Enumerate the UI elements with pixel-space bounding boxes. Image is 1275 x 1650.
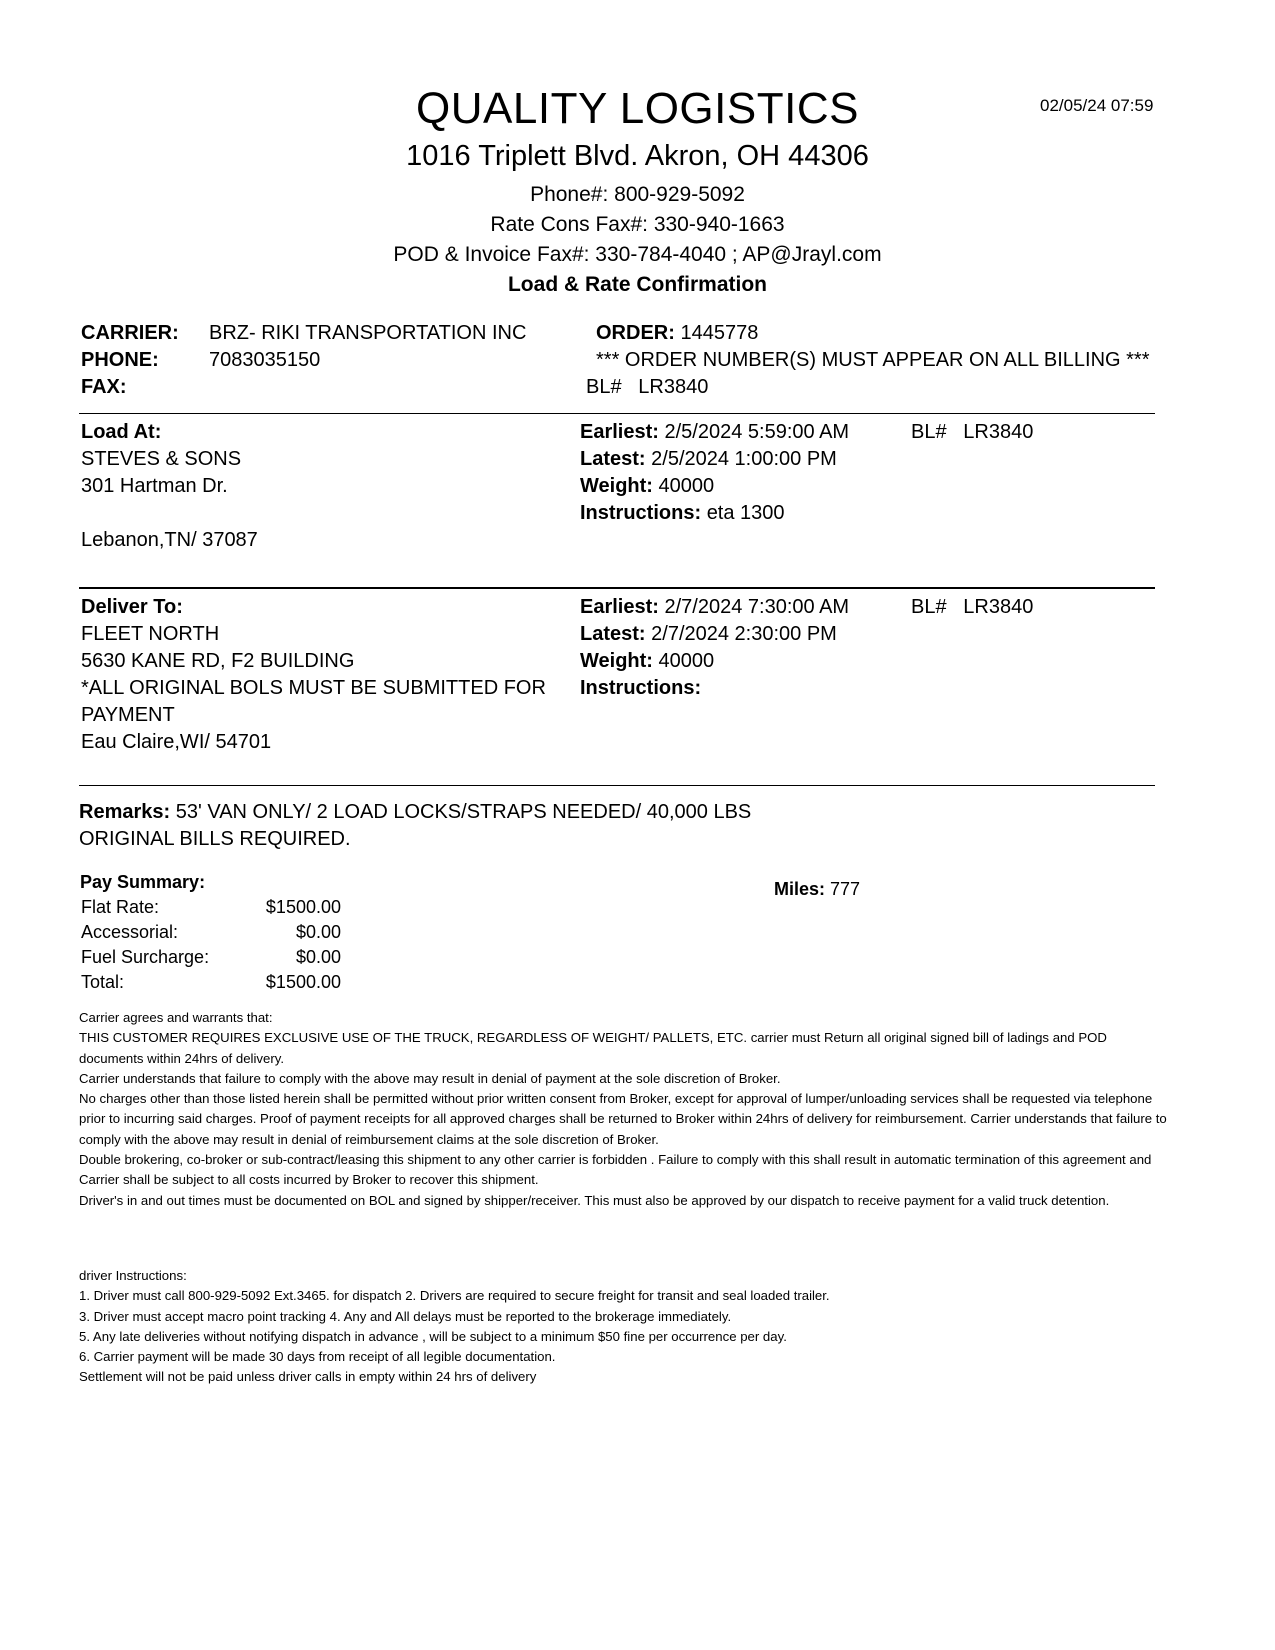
company-name: QUALITY LOGISTICS bbox=[416, 84, 859, 133]
terms-paragraph: Driver's in and out times must be documented on BOL and signed by shipper/receiver. This must also be approved by our dispatch to receive payment for a valid truck detention. bbox=[79, 1192, 1110, 1208]
terms-paragraph: Carrier agrees and warrants that: bbox=[79, 1010, 273, 1025]
pickup-earliest bbox=[580, 419, 849, 446]
fax-label: FAX: bbox=[81, 376, 127, 398]
miles-label: Miles: bbox=[774, 879, 826, 899]
delivery-weight bbox=[580, 648, 714, 675]
miles-value: 777 bbox=[830, 879, 861, 899]
remarks-label: Remarks: bbox=[79, 801, 171, 823]
delivery-latest bbox=[580, 621, 837, 648]
document-title: Load & Rate Confirmation bbox=[507, 273, 767, 296]
divider bbox=[79, 587, 1155, 589]
instructions-value: eta 1300 bbox=[706, 502, 785, 524]
order-note: *** ORDER NUMBER(S) MUST APPEAR ON ALL BILLING *** bbox=[596, 349, 1150, 371]
instructions-label: Instructions: bbox=[580, 677, 702, 699]
remarks-line-2: ORIGINAL BILLS REQUIRED. bbox=[79, 828, 351, 850]
delivery-heading: Deliver To: bbox=[81, 596, 183, 618]
driver-instruction-line: Settlement will not be paid unless driver calls in empty within 24 hrs of delivery bbox=[79, 1369, 537, 1385]
phone-label: PHONE: bbox=[81, 349, 159, 371]
order-label: ORDER: bbox=[596, 322, 675, 344]
pay-label: Total: bbox=[81, 972, 125, 992]
instructions-label: Instructions: bbox=[580, 502, 702, 524]
pickup-address-line: STEVES & SONS bbox=[81, 448, 242, 470]
delivery-address-line: 5630 KANE RD, F2 BUILDING bbox=[81, 650, 355, 672]
latest-label: Latest: bbox=[580, 623, 646, 645]
miles bbox=[774, 879, 860, 900]
pickup-address-line: Lebanon,TN/ 37087 bbox=[81, 529, 258, 551]
delivery-address-line: PAYMENT bbox=[81, 704, 175, 726]
company-phone: Phone#: 800-929-5092 bbox=[530, 183, 745, 206]
earliest-value: 2/5/2024 5:59:00 AM bbox=[664, 421, 850, 443]
driver-instructions bbox=[79, 1266, 1174, 1388]
carrier-label: CARRIER: bbox=[81, 322, 179, 344]
pay-value: $0.00 bbox=[295, 947, 341, 967]
divider bbox=[79, 785, 1155, 786]
pay-value: $0.00 bbox=[295, 922, 341, 942]
driver-instruction-line: 6. Carrier payment will be made 30 days from receipt of all legible documentation. bbox=[79, 1349, 556, 1365]
pay-label: Fuel Surcharge: bbox=[81, 947, 210, 967]
company-address: 1016 Triplett Blvd. Akron, OH 44306 bbox=[406, 140, 869, 172]
pay-summary-heading: Pay Summary: bbox=[80, 872, 206, 892]
earliest-label: Earliest: bbox=[580, 596, 659, 618]
terms-paragraph: THIS CUSTOMER REQUIRES EXCLUSIVE USE OF THE TRUCK, REGARDLESS OF WEIGHT/ PALLETS, ETC. carrier must Return all original signed bill of ladings and POD documents within 24hrs of delivery. bbox=[79, 1030, 1107, 1066]
pay-row-fuel-surcharge bbox=[81, 947, 341, 972]
delivery-bl-number: BL# LR3840 bbox=[911, 596, 1034, 618]
earliest-value: 2/7/2024 7:30:00 AM bbox=[664, 596, 850, 618]
carrier-bl-number: BL# LR3840 bbox=[586, 376, 709, 398]
print-timestamp: 02/05/24 07:59 bbox=[1040, 96, 1154, 115]
driver-instruction-line: 1. Driver must call 800-929-5092 Ext.3465. for dispatch 2. Drivers are required to secure freight for transit and seal loaded trailer. bbox=[79, 1288, 830, 1304]
delivery-earliest bbox=[580, 594, 849, 621]
remarks-line-1 bbox=[79, 799, 751, 826]
driver-instruction-line: 5. Any late deliveries without notifying dispatch in advance , will be subject to a minimum $50 fine per occurrence per day. bbox=[79, 1328, 787, 1344]
weight-label: Weight: bbox=[580, 650, 653, 672]
pickup-heading: Load At: bbox=[81, 421, 162, 443]
pay-label: Accessorial: bbox=[81, 922, 179, 942]
pickup-latest bbox=[580, 446, 837, 473]
delivery-address-line: Eau Claire,WI/ 54701 bbox=[81, 731, 272, 753]
pickup-address-line: 301 Hartman Dr. bbox=[81, 475, 228, 497]
driver-instruction-line: driver Instructions: bbox=[79, 1268, 187, 1283]
pay-label: Flat Rate: bbox=[81, 897, 160, 917]
terms-paragraph: No charges other than those listed herein shall be permitted without prior written consent from Broker, except for approval of lumper/unloading services shall be requested via telephone prior to incurring said charges. Proof of payment receipts for all approved charges shall be returned to Broker within 24hrs of delivery for reimbursement. Carrier understands that failure to comply with the above may result in denial of reimbursement claims at the sole discretion of Broker. bbox=[79, 1091, 1167, 1147]
latest-value: 2/7/2024 2:30:00 PM bbox=[651, 623, 837, 645]
divider bbox=[79, 413, 1155, 414]
carrier-phone: 7083035150 bbox=[209, 349, 321, 371]
pickup-bl-number: BL# LR3840 bbox=[911, 421, 1034, 443]
order-value: 1445778 bbox=[680, 322, 759, 344]
pay-row-flat-rate bbox=[81, 897, 341, 922]
delivery-address-line: FLEET NORTH bbox=[81, 623, 220, 645]
remarks-text: 53' VAN ONLY/ 2 LOAD LOCKS/STRAPS NEEDED/ 40,000 LBS bbox=[175, 801, 752, 823]
pod-invoice-fax: POD & Invoice Fax#: 330-784-4040 ; AP@Jrayl.com bbox=[393, 243, 882, 266]
weight-value: 40000 bbox=[658, 650, 715, 672]
earliest-label: Earliest: bbox=[580, 421, 659, 443]
rate-cons-fax: Rate Cons Fax#: 330-940-1663 bbox=[490, 213, 785, 236]
driver-instruction-line: 3. Driver must accept macro point tracking 4. Any and All delays must be reported to the brokerage immediately. bbox=[79, 1308, 732, 1324]
delivery-instructions bbox=[580, 675, 701, 702]
pay-row-accessorial bbox=[81, 922, 341, 947]
pay-row-total bbox=[81, 972, 341, 997]
weight-label: Weight: bbox=[580, 475, 653, 497]
pay-value: $1500.00 bbox=[265, 897, 341, 917]
latest-label: Latest: bbox=[580, 448, 646, 470]
delivery-address-line: *ALL ORIGINAL BOLS MUST BE SUBMITTED FOR bbox=[81, 677, 546, 699]
weight-value: 40000 bbox=[658, 475, 715, 497]
pay-value: $1500.00 bbox=[265, 972, 341, 992]
carrier-name: BRZ- RIKI TRANSPORTATION INC bbox=[209, 322, 527, 344]
pickup-instructions bbox=[580, 500, 785, 527]
latest-value: 2/5/2024 1:00:00 PM bbox=[651, 448, 837, 470]
pickup-weight bbox=[580, 473, 714, 500]
order-number bbox=[596, 320, 758, 347]
terms-paragraph: Carrier understands that failure to comply with the above may result in denial of payment at the sole discretion of Broker. bbox=[79, 1070, 781, 1086]
terms-paragraph: Double brokering, co-broker or sub-contract/leasing this shipment to any other carrier is forbidden . Failure to comply with this shall result in automatic termination of this agreement and Carrier shall be subject to all costs incurred by Broker to recover this shipment. bbox=[79, 1152, 1152, 1188]
carrier-terms bbox=[79, 1008, 1174, 1211]
